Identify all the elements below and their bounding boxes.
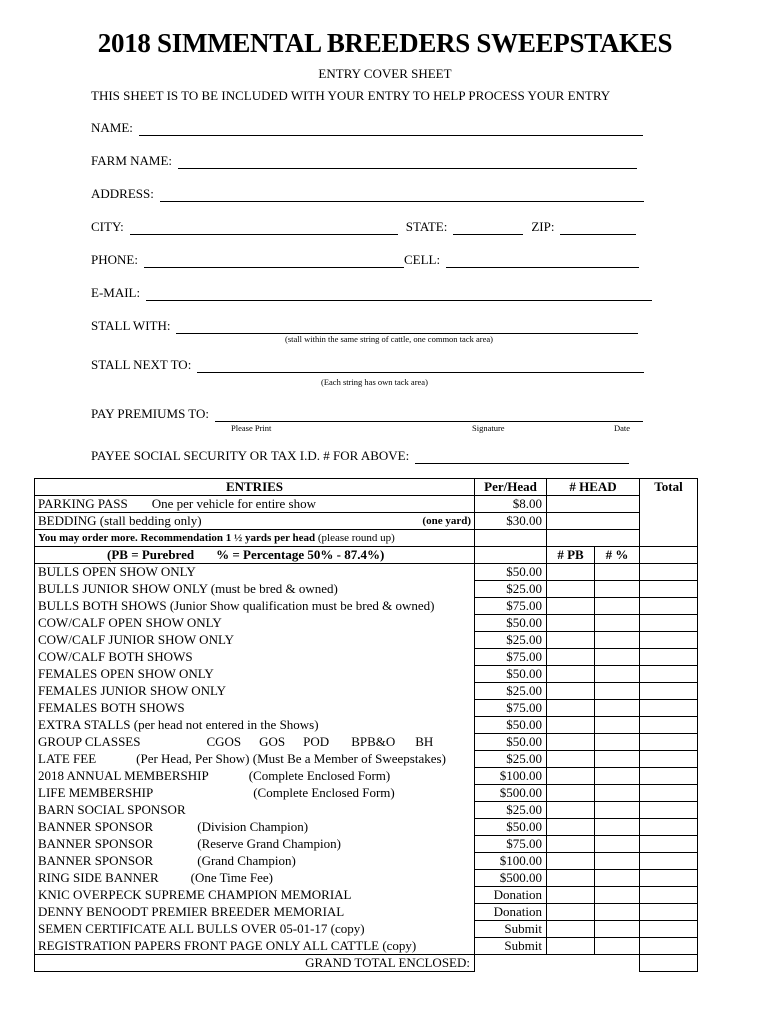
farm-name-label: FARM NAME: <box>91 153 173 168</box>
late-fee-total-cell[interactable] <box>640 751 698 768</box>
late-fee-label: LATE FEE (Per Head, Per Show) (Must Be a Member of Sweepstakes) <box>35 751 475 768</box>
show-entry-10-total-cell[interactable] <box>640 717 698 734</box>
life-membership-pct-cell[interactable] <box>595 785 640 802</box>
ring-side-banner-label: RING SIDE BANNER (One Time Fee) <box>35 870 475 887</box>
semen-certificate-total-cell[interactable] <box>640 921 698 938</box>
group-classes-pct-cell[interactable] <box>595 734 640 751</box>
table-row <box>35 836 698 853</box>
registration-papers-pct-cell[interactable] <box>595 938 640 955</box>
stall-with-note: (stall within the same string of cattle, one common tack area) <box>285 334 493 344</box>
show-entry-4-pct-cell[interactable] <box>595 615 640 632</box>
cell-field[interactable] <box>446 255 639 268</box>
name-field[interactable] <box>139 123 643 136</box>
show-entry-8-total-cell[interactable] <box>640 683 698 700</box>
order-note: You may order more. Recommendation 1 ½ yards per head (please round up) <box>35 530 475 547</box>
registration-papers-pb-cell[interactable] <box>547 938 595 955</box>
table-row <box>35 615 698 632</box>
city-label: CITY: <box>91 219 124 234</box>
annual-membership-pct-cell[interactable] <box>595 768 640 785</box>
banner-sponsor-division-pb-cell[interactable] <box>547 819 595 836</box>
head-header: # HEAD <box>547 479 640 496</box>
grand-total-blank-2 <box>547 955 640 972</box>
show-entry-3-total-cell[interactable] <box>640 598 698 615</box>
show-entry-5-total-cell[interactable] <box>640 632 698 649</box>
show-entry-4-price: $50.00 <box>475 615 547 632</box>
show-entry-6-label: COW/CALF BOTH SHOWS <box>35 649 475 666</box>
show-entry-4-label: COW/CALF OPEN SHOW ONLY <box>35 615 475 632</box>
late-fee-pb-cell[interactable] <box>547 751 595 768</box>
ring-side-banner-total-cell[interactable] <box>640 870 698 887</box>
banner-sponsor-grand-total-cell[interactable] <box>640 853 698 870</box>
parking-pass-label: PARKING PASS One per vehicle for entire show <box>35 496 475 513</box>
life-membership-total-cell[interactable] <box>640 785 698 802</box>
show-entry-7-pb-cell[interactable] <box>547 666 595 683</box>
group-classes-label: GROUP CLASSES CGOS GOS POD BPB&O BH <box>35 734 475 751</box>
group-classes-price: $50.00 <box>475 734 547 751</box>
address-field[interactable] <box>160 189 644 202</box>
pay-premiums-row <box>91 406 643 422</box>
show-entry-2-price: $25.00 <box>475 581 547 598</box>
bedding-label: BEDDING (stall bedding only) (one yard) <box>35 513 475 530</box>
registration-papers-label: REGISTRATION PAPERS FRONT PAGE ONLY ALL CATTLE (copy) <box>35 938 475 955</box>
show-entry-2-label: BULLS JUNIOR SHOW ONLY (must be bred & owned) <box>35 581 475 598</box>
email-field[interactable] <box>146 288 652 301</box>
phone-field[interactable] <box>144 255 404 268</box>
knic-memorial-total-cell[interactable] <box>640 887 698 904</box>
address-row <box>91 186 644 202</box>
table-row <box>35 904 698 921</box>
show-entry-4-total-cell[interactable] <box>640 615 698 632</box>
stall-with-field[interactable] <box>176 321 638 334</box>
barn-social-sponsor-pct-cell[interactable] <box>595 802 640 819</box>
table-row <box>35 666 698 683</box>
show-entry-4-pb-cell[interactable] <box>547 615 595 632</box>
name-label: NAME: <box>91 120 133 135</box>
barn-social-sponsor-total-cell[interactable] <box>640 802 698 819</box>
show-entry-10-label: EXTRA STALLS (per head not entered in the Shows) <box>35 717 475 734</box>
annual-membership-pb-cell[interactable] <box>547 768 595 785</box>
cell-label: CELL: <box>403 252 441 267</box>
show-entry-7-total-cell[interactable] <box>640 666 698 683</box>
address-label: ADDRESS: <box>91 186 154 201</box>
table-row <box>35 785 698 802</box>
ring-side-banner-pb-cell[interactable] <box>547 870 595 887</box>
parking-pass-price: $8.00 <box>475 496 547 513</box>
banner-sponsor-division-label: BANNER SPONSOR (Division Champion) <box>35 819 475 836</box>
payee-ssn-row <box>91 448 629 464</box>
name-row <box>91 120 643 136</box>
show-entry-3-pb-cell[interactable] <box>547 598 595 615</box>
grand-total-label: GRAND TOTAL ENCLOSED: <box>35 955 475 972</box>
table-row <box>35 870 698 887</box>
stall-next-label: STALL NEXT TO: <box>91 357 192 372</box>
table-row <box>35 513 698 530</box>
show-entry-5-label: COW/CALF JUNIOR SHOW ONLY <box>35 632 475 649</box>
denny-memorial-total-cell[interactable] <box>640 904 698 921</box>
payee-ssn-field[interactable] <box>415 451 629 464</box>
semen-certificate-pb-cell[interactable] <box>547 921 595 938</box>
show-entry-10-pct-cell[interactable] <box>595 717 640 734</box>
zip-field[interactable] <box>560 222 636 235</box>
show-entry-9-total-cell[interactable] <box>640 700 698 717</box>
show-entry-3-pct-cell[interactable] <box>595 598 640 615</box>
total-header: Total <box>640 479 698 530</box>
show-entry-1-pct-cell[interactable] <box>595 564 640 581</box>
stall-with-row <box>91 318 638 334</box>
show-entry-6-pb-cell[interactable] <box>547 649 595 666</box>
table-row <box>35 700 698 717</box>
show-entry-5-pct-cell[interactable] <box>595 632 640 649</box>
table-row <box>35 938 698 955</box>
table-row <box>35 632 698 649</box>
table-row <box>35 683 698 700</box>
table-row <box>35 802 698 819</box>
stall-with-label: STALL WITH: <box>91 318 171 333</box>
order-note-total[interactable] <box>640 530 698 547</box>
table-row <box>35 717 698 734</box>
entries-header: ENTRIES <box>35 479 475 496</box>
banner-sponsor-reserve-pb-cell[interactable] <box>547 836 595 853</box>
page-title: 2018 SIMMENTAL BREEDERS SWEEPSTAKES <box>97 28 673 58</box>
group-classes-total-cell[interactable] <box>640 734 698 751</box>
show-entry-7-price: $50.00 <box>475 666 547 683</box>
show-entry-10-pb-cell[interactable] <box>547 717 595 734</box>
show-entry-1-price: $50.00 <box>475 564 547 581</box>
show-entry-2-pb-cell[interactable] <box>547 581 595 598</box>
perhead-header: Per/Head <box>475 479 547 496</box>
table-row <box>35 649 698 666</box>
banner-sponsor-grand-price: $100.00 <box>475 853 547 870</box>
grand-total-row <box>35 955 698 972</box>
zip-label: ZIP: <box>531 219 555 234</box>
show-entry-7-label: FEMALES OPEN SHOW ONLY <box>35 666 475 683</box>
show-entry-8-label: FEMALES JUNIOR SHOW ONLY <box>35 683 475 700</box>
city-field[interactable] <box>130 222 398 235</box>
please-print-caption: Please Print <box>231 423 272 433</box>
pct-header: # % <box>595 547 640 564</box>
subtitle: ENTRY COVER SHEET <box>318 66 452 81</box>
show-entry-1-total-cell[interactable] <box>640 564 698 581</box>
pb-key: (PB = Purebred % = Percentage 50% - 87.4%) <box>35 547 475 564</box>
banner-sponsor-reserve-total-cell[interactable] <box>640 836 698 853</box>
late-fee-price: $25.00 <box>475 751 547 768</box>
show-entry-9-pb-cell[interactable] <box>547 700 595 717</box>
show-entry-8-pb-cell[interactable] <box>547 683 595 700</box>
show-entry-1-label: BULLS OPEN SHOW ONLY <box>35 564 475 581</box>
show-entry-8-price: $25.00 <box>475 683 547 700</box>
date-caption: Date <box>614 423 631 433</box>
farm-name-row <box>91 153 637 169</box>
pay-premiums-label: PAY PREMIUMS TO: <box>91 406 210 421</box>
state-label: STATE: <box>405 219 448 234</box>
show-entry-5-pb-cell[interactable] <box>547 632 595 649</box>
denny-memorial-price: Donation <box>475 904 547 921</box>
table-row <box>35 581 698 598</box>
late-fee-pct-cell[interactable] <box>595 751 640 768</box>
order-note-blank-2 <box>547 530 640 547</box>
pb-key-total <box>640 547 698 564</box>
table-row <box>35 530 698 547</box>
table-row <box>35 768 698 785</box>
stall-next-field[interactable] <box>197 360 644 373</box>
instruction-text: THIS SHEET IS TO BE INCLUDED WITH YOUR ENTRY TO HELP PROCESS YOUR ENTRY <box>91 88 611 103</box>
pay-premiums-field[interactable] <box>215 409 643 422</box>
city-row <box>91 219 636 235</box>
farm-name-field[interactable] <box>178 156 637 169</box>
show-entry-6-price: $75.00 <box>475 649 547 666</box>
show-entry-8-pct-cell[interactable] <box>595 683 640 700</box>
bedding-head-cell[interactable] <box>547 513 640 530</box>
semen-certificate-price: Submit <box>475 921 547 938</box>
denny-memorial-pct-cell[interactable] <box>595 904 640 921</box>
ring-side-banner-price: $500.00 <box>475 870 547 887</box>
banner-sponsor-reserve-price: $75.00 <box>475 836 547 853</box>
annual-membership-label: 2018 ANNUAL MEMBERSHIP (Complete Enclosed Form) <box>35 768 475 785</box>
state-field[interactable] <box>453 222 523 235</box>
banner-sponsor-reserve-label: BANNER SPONSOR (Reserve Grand Champion) <box>35 836 475 853</box>
show-entry-2-total-cell[interactable] <box>640 581 698 598</box>
stall-next-note: (Each string has own tack area) <box>321 377 428 387</box>
grand-total-blank <box>475 955 547 972</box>
denny-memorial-pb-cell[interactable] <box>547 904 595 921</box>
phone-label: PHONE: <box>91 252 138 267</box>
email-row <box>91 285 652 301</box>
life-membership-price: $500.00 <box>475 785 547 802</box>
show-entry-7-pct-cell[interactable] <box>595 666 640 683</box>
annual-membership-price: $100.00 <box>475 768 547 785</box>
banner-sponsor-grand-pct-cell[interactable] <box>595 853 640 870</box>
order-note-blank <box>475 530 547 547</box>
pb-key-blank <box>475 547 547 564</box>
life-membership-label: LIFE MEMBERSHIP (Complete Enclosed Form) <box>35 785 475 802</box>
knic-memorial-pb-cell[interactable] <box>547 887 595 904</box>
barn-social-sponsor-pb-cell[interactable] <box>547 802 595 819</box>
email-label: E-MAIL: <box>91 285 141 300</box>
payee-ssn-label: PAYEE SOCIAL SECURITY OR TAX I.D. # FOR ABOVE: <box>91 448 410 463</box>
barn-social-sponsor-label: BARN SOCIAL SPONSOR <box>35 802 475 819</box>
show-entry-10-price: $50.00 <box>475 717 547 734</box>
show-entry-9-price: $75.00 <box>475 700 547 717</box>
banner-sponsor-grand-label: BANNER SPONSOR (Grand Champion) <box>35 853 475 870</box>
barn-social-sponsor-price: $25.00 <box>475 802 547 819</box>
semen-certificate-pct-cell[interactable] <box>595 921 640 938</box>
annual-membership-total-cell[interactable] <box>640 768 698 785</box>
table-row <box>35 751 698 768</box>
registration-papers-price: Submit <box>475 938 547 955</box>
show-entry-1-pb-cell[interactable] <box>547 564 595 581</box>
pb-header: # PB <box>547 547 595 564</box>
registration-papers-total-cell[interactable] <box>640 938 698 955</box>
life-membership-pb-cell[interactable] <box>547 785 595 802</box>
show-entry-9-label: FEMALES BOTH SHOWS <box>35 700 475 717</box>
table-row <box>35 547 698 564</box>
table-row <box>35 598 698 615</box>
table-header-row <box>35 479 698 496</box>
knic-memorial-pct-cell[interactable] <box>595 887 640 904</box>
show-entry-6-total-cell[interactable] <box>640 649 698 666</box>
denny-memorial-label: DENNY BENOODT PREMIER BREEDER MEMORIAL <box>35 904 475 921</box>
ring-side-banner-pct-cell[interactable] <box>595 870 640 887</box>
show-entry-9-pct-cell[interactable] <box>595 700 640 717</box>
knic-memorial-label: KNIC OVERPECK SUPREME CHAMPION MEMORIAL <box>35 887 475 904</box>
show-entry-3-price: $75.00 <box>475 598 547 615</box>
table-row <box>35 887 698 904</box>
entries-table <box>34 478 698 972</box>
group-classes-pb-cell[interactable] <box>547 734 595 751</box>
table-row <box>35 819 698 836</box>
banner-sponsor-grand-pb-cell[interactable] <box>547 853 595 870</box>
grand-total-cell[interactable] <box>640 955 698 972</box>
table-row <box>35 921 698 938</box>
knic-memorial-price: Donation <box>475 887 547 904</box>
semen-certificate-label: SEMEN CERTIFICATE ALL BULLS OVER 05-01-17 (copy) <box>35 921 475 938</box>
show-entry-5-price: $25.00 <box>475 632 547 649</box>
table-row <box>35 564 698 581</box>
stall-next-row <box>91 357 644 373</box>
table-row <box>35 734 698 751</box>
show-entry-2-pct-cell[interactable] <box>595 581 640 598</box>
table-row <box>35 853 698 870</box>
banner-sponsor-division-pct-cell[interactable] <box>595 819 640 836</box>
show-entry-3-label: BULLS BOTH SHOWS (Junior Show qualification must be bred & owned) <box>35 598 475 615</box>
show-entry-6-pct-cell[interactable] <box>595 649 640 666</box>
banner-sponsor-reserve-pct-cell[interactable] <box>595 836 640 853</box>
phone-row <box>91 252 639 268</box>
parking-head-cell[interactable] <box>547 496 640 513</box>
bedding-price: $30.00 <box>475 513 547 530</box>
table-row <box>35 496 698 513</box>
signature-caption: Signature <box>472 423 505 433</box>
banner-sponsor-division-total-cell[interactable] <box>640 819 698 836</box>
banner-sponsor-division-price: $50.00 <box>475 819 547 836</box>
